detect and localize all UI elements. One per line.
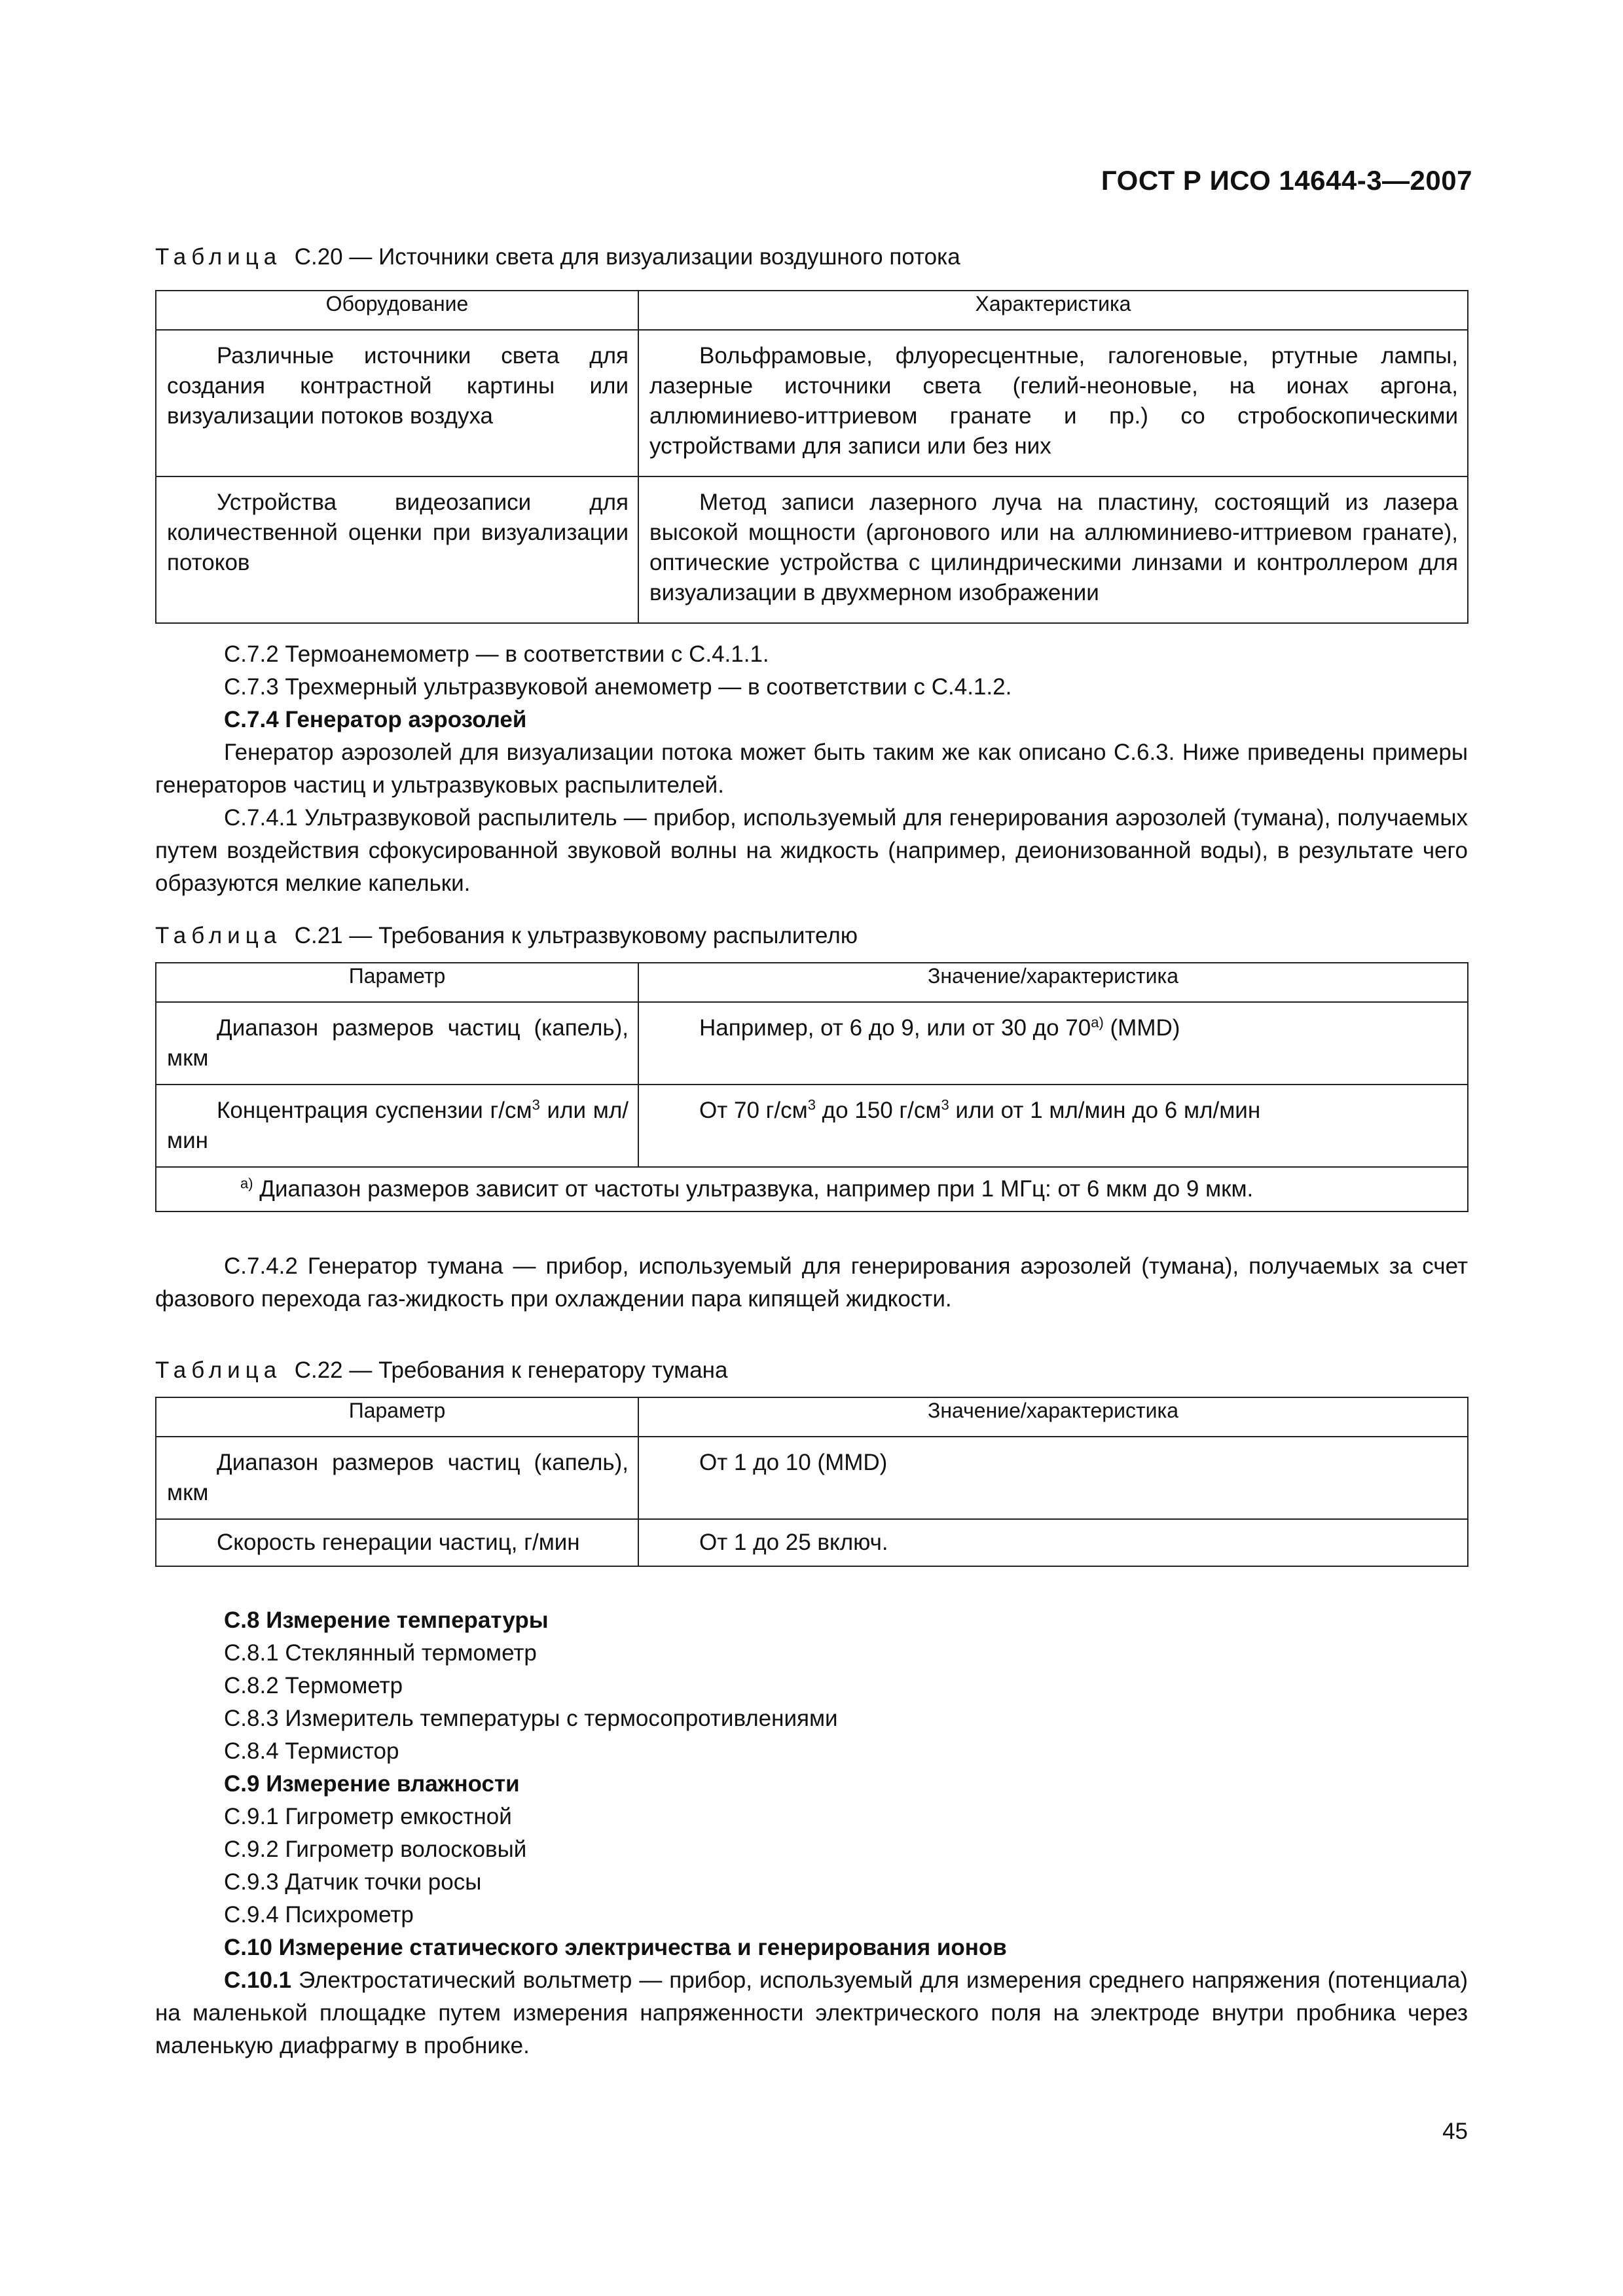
table-footnote: $^{а)}$ Диапазон размеров зависит от частоты ультразвука, например при 1 МГц: от 6 мкм до 9 мкм. — [156, 1167, 1468, 1211]
table-21-caption — [155, 923, 858, 949]
paragraph: Генератор аэрозолей для визуализации потока может быть таким же как описано C.6.3. Ниже приведены примеры генераторов частиц и ультразвуковых распылителей. — [155, 740, 1468, 798]
table-row — [156, 1437, 1468, 1519]
table-title: C.20 — Источники света для визуализации воздушного потока — [294, 244, 960, 270]
table-label: Таблица — [155, 244, 282, 270]
table-header-cell: Параметр — [156, 963, 638, 1002]
table-row — [156, 1002, 1468, 1085]
table-cell: Устройства видеозаписи для количественной оценки при визуализации потоков — [156, 476, 638, 623]
table-22-caption — [155, 1357, 727, 1384]
list-item: C.8.2 Термометр — [224, 1673, 403, 1698]
section-heading: C.7.4 Генератор аэрозолей — [224, 707, 527, 732]
table-row — [156, 1519, 1468, 1566]
table-cell: От 1 до 25 включ. — [638, 1519, 1468, 1566]
table-label: Таблица — [155, 1357, 282, 1383]
paragraph: C.7.4.2 Генератор тумана — прибор, используемый для генерирования аэрозолей (тумана), получаемых за счет фазового перехода газ-жидкость при охлаждении пара кипящей жидкости. — [155, 1253, 1468, 1312]
list-item: C.8.3 Измеритель температуры с термосопротивлениями — [224, 1706, 838, 1731]
table-row — [156, 476, 1468, 623]
paragraph: C.7.4.1 Ультразвуковой распылитель — прибор, используемый для генерирования аэрозолей (тумана), получаемых путем воздействия сфокусированной звуковой волны на жидкость (например, деионизованной воды), в результате чего образуются мелкие капельки. — [155, 805, 1468, 896]
paragraph: C.7.2 Термоанемометр — в соответствии с C.4.1.1. — [224, 641, 769, 667]
list-item: C.9.2 Гигрометр волосковый — [224, 1837, 527, 1862]
table-cell: Вольфрамовые, флуоресцентные, галогеновые, ртутные лампы, лазерные источники света (гелий-неоновые, на ионах аргона, аллюминиево-иттриевом гранате и пр.) со стробоскопическими устройствами для записи или без них — [638, 330, 1468, 476]
table-header-cell: Оборудование — [156, 291, 638, 330]
paragraph: C.7.3 Трехмерный ультразвуковой анемометр — в соответствии с C.4.1.2. — [224, 674, 1012, 700]
list-item: C.9.1 Гигрометр емкостной — [224, 1804, 512, 1829]
table-header-row — [156, 291, 1468, 330]
table-header-row — [156, 1397, 1468, 1437]
table-20 — [155, 290, 1468, 624]
table-20-caption — [155, 244, 960, 270]
section-heading: C.8 Измерение температуры — [224, 1607, 549, 1633]
table-cell: Различные источники света для создания контрастной картины или визуализации потоков воздуха — [156, 330, 638, 476]
table-title: C.22 — Требования к генератору тумана — [294, 1357, 728, 1383]
table-title: C.21 — Требования к ультразвуковому распылителю — [294, 923, 858, 948]
table-22 — [155, 1397, 1468, 1567]
table-cell: От 1 до 10 (MMD) — [638, 1437, 1468, 1519]
table-cell: От 70 $г/см^3$ до 150 $г/см^3$ или от 1 мл/мин до 6 мл/мин — [638, 1085, 1468, 1167]
list-item: C.9.4 Психрометр — [224, 1902, 414, 1928]
table-header-cell: Значение/характеристика — [638, 963, 1468, 1002]
paragraph-c742 — [155, 1250, 1468, 1316]
table-cell: Диапазон размеров частиц (капель), мкм — [156, 1002, 638, 1085]
list-item: C.8.4 Термистор — [224, 1738, 399, 1764]
sections-c8-c10 — [155, 1604, 1468, 2062]
table-cell: Диапазон размеров частиц (капель), мкм — [156, 1437, 638, 1519]
document-id-header: ГОСТ Р ИСО 14644-3—2007 — [1101, 165, 1472, 196]
table-header-row — [156, 963, 1468, 1002]
list-item: C.9.3 Датчик точки росы — [224, 1869, 482, 1895]
table-header-cell: Характеристика — [638, 291, 1468, 330]
section-c7 — [155, 638, 1468, 900]
section-heading: C.9 Измерение влажности — [224, 1771, 520, 1797]
section-heading: C.10 Измерение статического электричества и генерирования ионов — [224, 1935, 1007, 1960]
table-21 — [155, 962, 1468, 1212]
page-number: 45 — [1442, 2119, 1468, 2144]
list-item: C.8.1 Стеклянный термометр — [224, 1640, 537, 1666]
table-footnote-row — [156, 1167, 1468, 1211]
table-row — [156, 330, 1468, 476]
table-row — [156, 1085, 1468, 1167]
table-cell: Концентрация суспензии $г/см^3$ или мл/мин — [156, 1085, 638, 1167]
table-header-cell: Значение/характеристика — [638, 1397, 1468, 1437]
table-cell: Скорость генерации частиц, г/мин — [156, 1519, 638, 1566]
table-cell: Например, от 6 до 9, или от 30 до $70^{а)}$ (MMD) — [638, 1002, 1468, 1085]
table-cell: Метод записи лазерного луча на пластину, состоящий из лазера высокой мощности (аргонового или на аллюминиево-иттриевом гранате), оптические устройства с цилиндрическими линзами и контроллером для визуализации в двухмерном изображении — [638, 476, 1468, 623]
table-header-cell: Параметр — [156, 1397, 638, 1437]
paragraph: C.10.1 Электростатический вольтметр — прибор, используемый для измерения среднего напряжения (потенциала) на маленькой площадке путем измерения напряженности электрического поля на электроде внутри пробника через маленькую диафрагму в пробнике. — [155, 1967, 1468, 2058]
table-label: Таблица — [155, 923, 282, 948]
